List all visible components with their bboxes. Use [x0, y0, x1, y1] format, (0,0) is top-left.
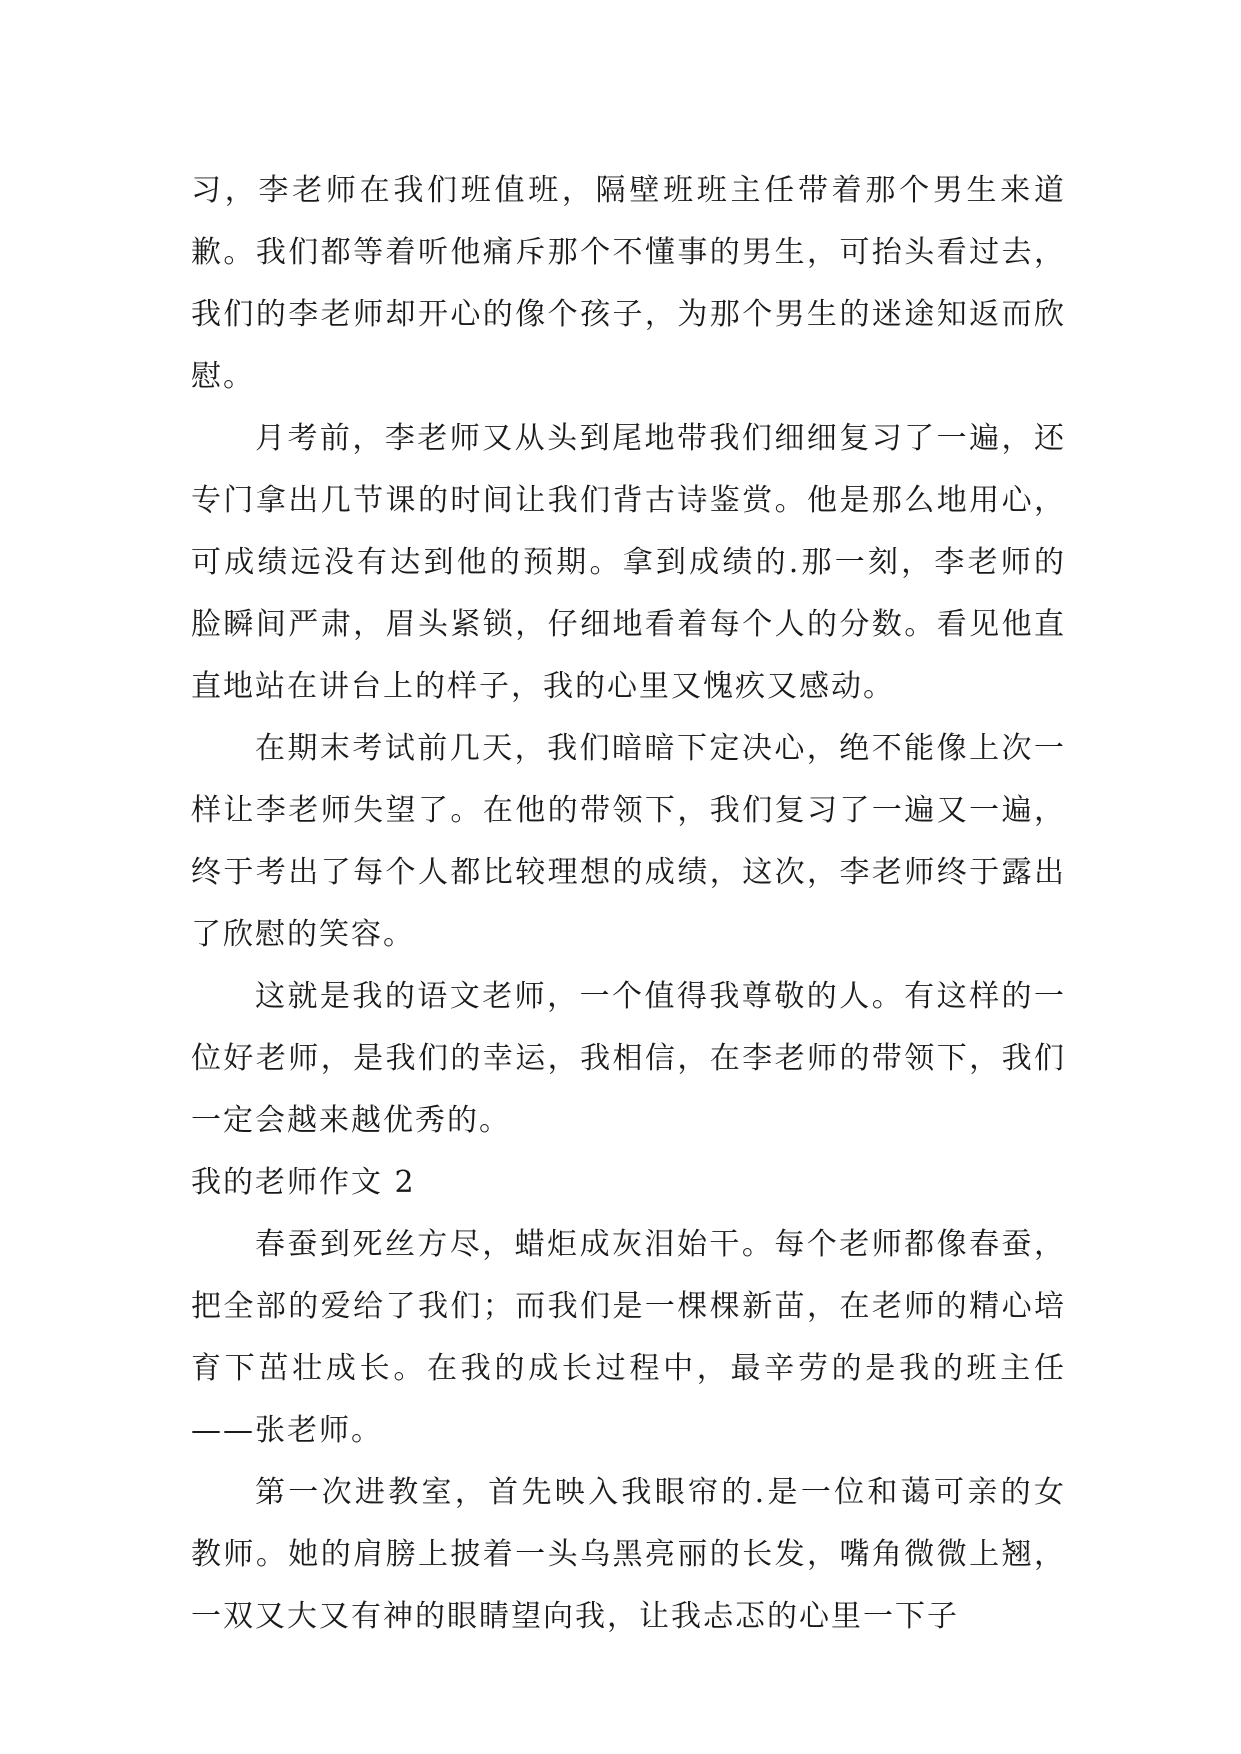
section-paragraph-2: 第一次进教室，首先映入我眼帘的.是一位和蔼可亲的女教师。她的肩膀上披着一头乌黑亮丽的长发，嘴角微微上翘，一双又大又有神的眼睛望向我，让我忐忑的心里一下子	[191, 1475, 1066, 1634]
document-body	[191, 160, 1066, 1648]
paragraph-1: 习，李老师在我们班值班，隔壁班班主任带着那个男生来道歉。我们都等着听他痛斥那个不懂事的男生，可抬头看过去，我们的李老师却开心的像个孩子，为那个男生的迷途知返而欣慰。	[191, 173, 1066, 394]
paragraph-3: 在期末考试前几天，我们暗暗下定决心，绝不能像上次一样让李老师失望了。在他的带领下，我们复习了一遍又一遍，终于考出了每个人都比较理想的成绩，这次，李老师终于露出了欣慰的笑容。	[191, 731, 1066, 952]
paragraph-2: 月考前，李老师又从头到尾地带我们细细复习了一遍，还专门拿出几节课的时间让我们背古诗鉴赏。他是那么地用心，可成绩远没有达到他的预期。拿到成绩的.那一刻，李老师的脸瞬间严肃，眉头紧锁，仔细地看着每个人的分数。看见他直直地站在讲台上的样子，我的心里又愧疚又感动。	[191, 421, 1066, 704]
section-paragraph-1: 春蚕到死丝方尽，蜡炬成灰泪始干。每个老师都像春蚕，把全部的爱给了我们；而我们是一棵棵新苗，在老师的精心培育下茁壮成长。在我的成长过程中，最辛劳的是我的班主任——张老师。	[191, 1227, 1066, 1448]
section-title: 我的老师作文 2	[191, 1165, 416, 1200]
paragraph-4: 这就是我的语文老师，一个值得我尊敬的人。有这样的一位好老师，是我们的幸运，我相信，在李老师的带领下，我们一定会越来越优秀的。	[191, 979, 1066, 1138]
